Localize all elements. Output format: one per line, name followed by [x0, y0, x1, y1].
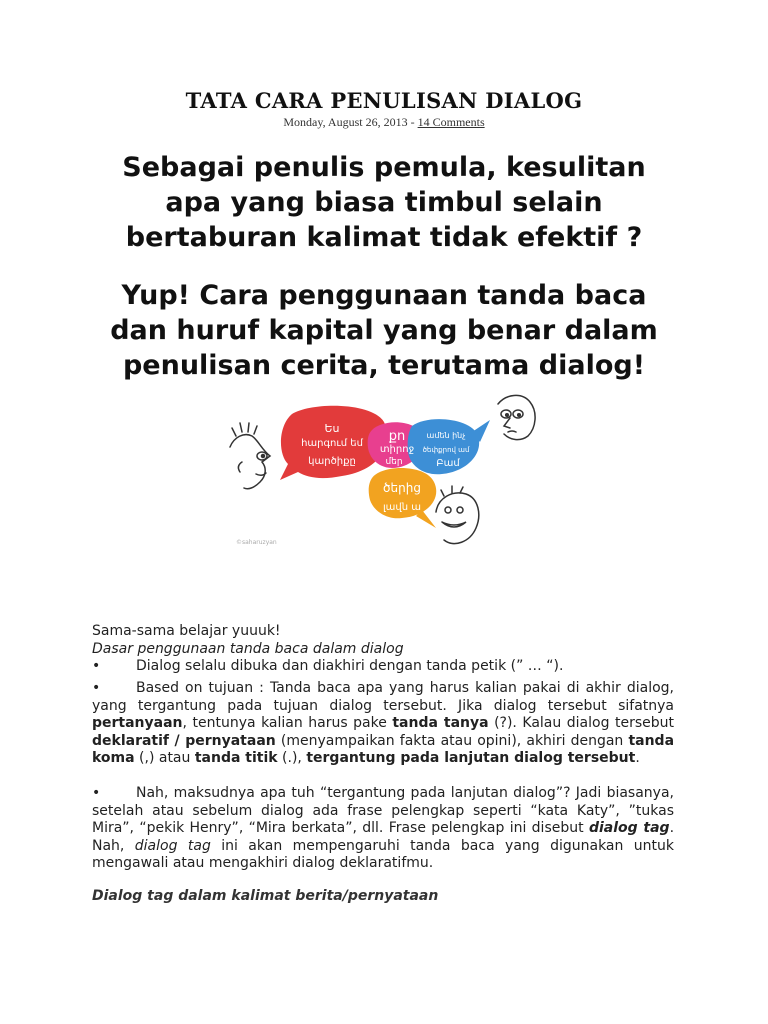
bubble-blue-text: ամեն ինչ [426, 431, 466, 440]
bubble-red-text: կարծիքը [308, 456, 356, 467]
text-run: Based on tujuan : Tanda baca apa yang harus kalian pakai di akhir dialog, yang tergantung pada tujuan dialog tersebut. Jika dialog tersebut sifatnya [92, 680, 674, 714]
bubble-pink-text: քո [388, 429, 406, 444]
text-run: , tentunya kalian harus pake [182, 715, 393, 731]
bubble-yellow-text: լավն ա [382, 502, 422, 513]
comments-link[interactable]: 14 Comments [417, 115, 485, 129]
bold-term: pertanyaan [92, 715, 183, 731]
list-item [92, 658, 674, 676]
text-run: Nah, maksudnya apa tuh “tergantung pada lanjutan dialog”? Jadi biasanya, setelah atau sebelum dialog ada frase pelengkap seperti “kata Katy”, ”tukas Mira”, “pekik Henry”, “Mira berkata”, dll. Frase pelengkap ini disebut [92, 785, 674, 836]
text-run: (menyampaikan fakta atau opini), akhiri dengan [275, 732, 629, 749]
lead-line: penulisan cerita, terutama dialog! [122, 350, 646, 381]
bold-italic-term: dialog tag [588, 820, 670, 836]
list-item-text: Dialog selalu dibuka dan diakhiri dengan tanda petik (” … “). [136, 658, 564, 674]
bubble-red-text: hարգում եմ [301, 438, 363, 449]
lead-line: apa yang biasa timbul selain [165, 187, 603, 218]
bullet: • [92, 680, 101, 696]
bubble-red-text: Ես [324, 422, 340, 435]
bullet: • [92, 658, 101, 674]
post-date: Monday, August 26, 2013 - [283, 115, 418, 129]
speech-bubble-yellow [369, 468, 437, 528]
bubble-pink-text: մեր [385, 457, 403, 467]
bold-term: deklaratif / pernyataan [92, 732, 276, 749]
bold-term: tanda tanya [392, 715, 489, 731]
lead-question [60, 150, 708, 255]
dialog-illustration [222, 392, 550, 550]
intro-text: Sama-sama belajar yuuuk! [92, 623, 281, 639]
face-left-drawing [230, 423, 270, 489]
bubble-pink-text: տիրոջ [379, 444, 415, 455]
list-item [92, 680, 674, 768]
lead-line: bertaburan kalimat tidak efektif ? [125, 222, 643, 253]
face-right-top-drawing [498, 395, 535, 439]
bold-term: tanda titik [194, 750, 278, 766]
bullet: • [92, 785, 101, 801]
list-item [92, 785, 674, 873]
text-run: . Nah, [92, 820, 675, 854]
lead-line: Yup! Cara penggunaan tanda baca [121, 280, 647, 311]
section-heading: Dialog tag dalam kalimat berita/pernyataan [92, 888, 439, 904]
bubble-blue-text: ծեփքրով ամ [422, 446, 470, 454]
bubble-blue-text: Բամ [436, 458, 460, 469]
lead-line: Sebagai penulis pemula, kesulitan [122, 152, 646, 183]
italic-term: dialog tag [134, 837, 211, 854]
text-run: (.), [277, 750, 307, 766]
text-run: . [635, 750, 640, 766]
bubble-yellow-text: ծերից [383, 481, 421, 495]
bold-term: tergantung pada lanjutan dialog tersebut [306, 750, 636, 766]
face-right-bottom-drawing [436, 486, 479, 544]
bold-term: tanda koma [92, 732, 675, 766]
image-credit: ©saharuzyan [236, 539, 277, 546]
lead-line: dan huruf kapital yang benar dalam [110, 315, 658, 346]
section-heading: Dasar penggunaan tanda baca dalam dialog [92, 641, 404, 657]
article-title: TATA CARA PENULISAN DIALOG [185, 88, 583, 113]
text-run: (?). Kalau dialog tersebut [488, 715, 674, 731]
text-run: ini akan mempengaruhi tanda baca yang digunakan untuk mengawali atau mengakhiri dialog deklaratifmu. [92, 837, 675, 871]
text-run: (,) atau [134, 750, 195, 766]
lead-answer [60, 278, 708, 383]
article-meta [0, 115, 768, 130]
